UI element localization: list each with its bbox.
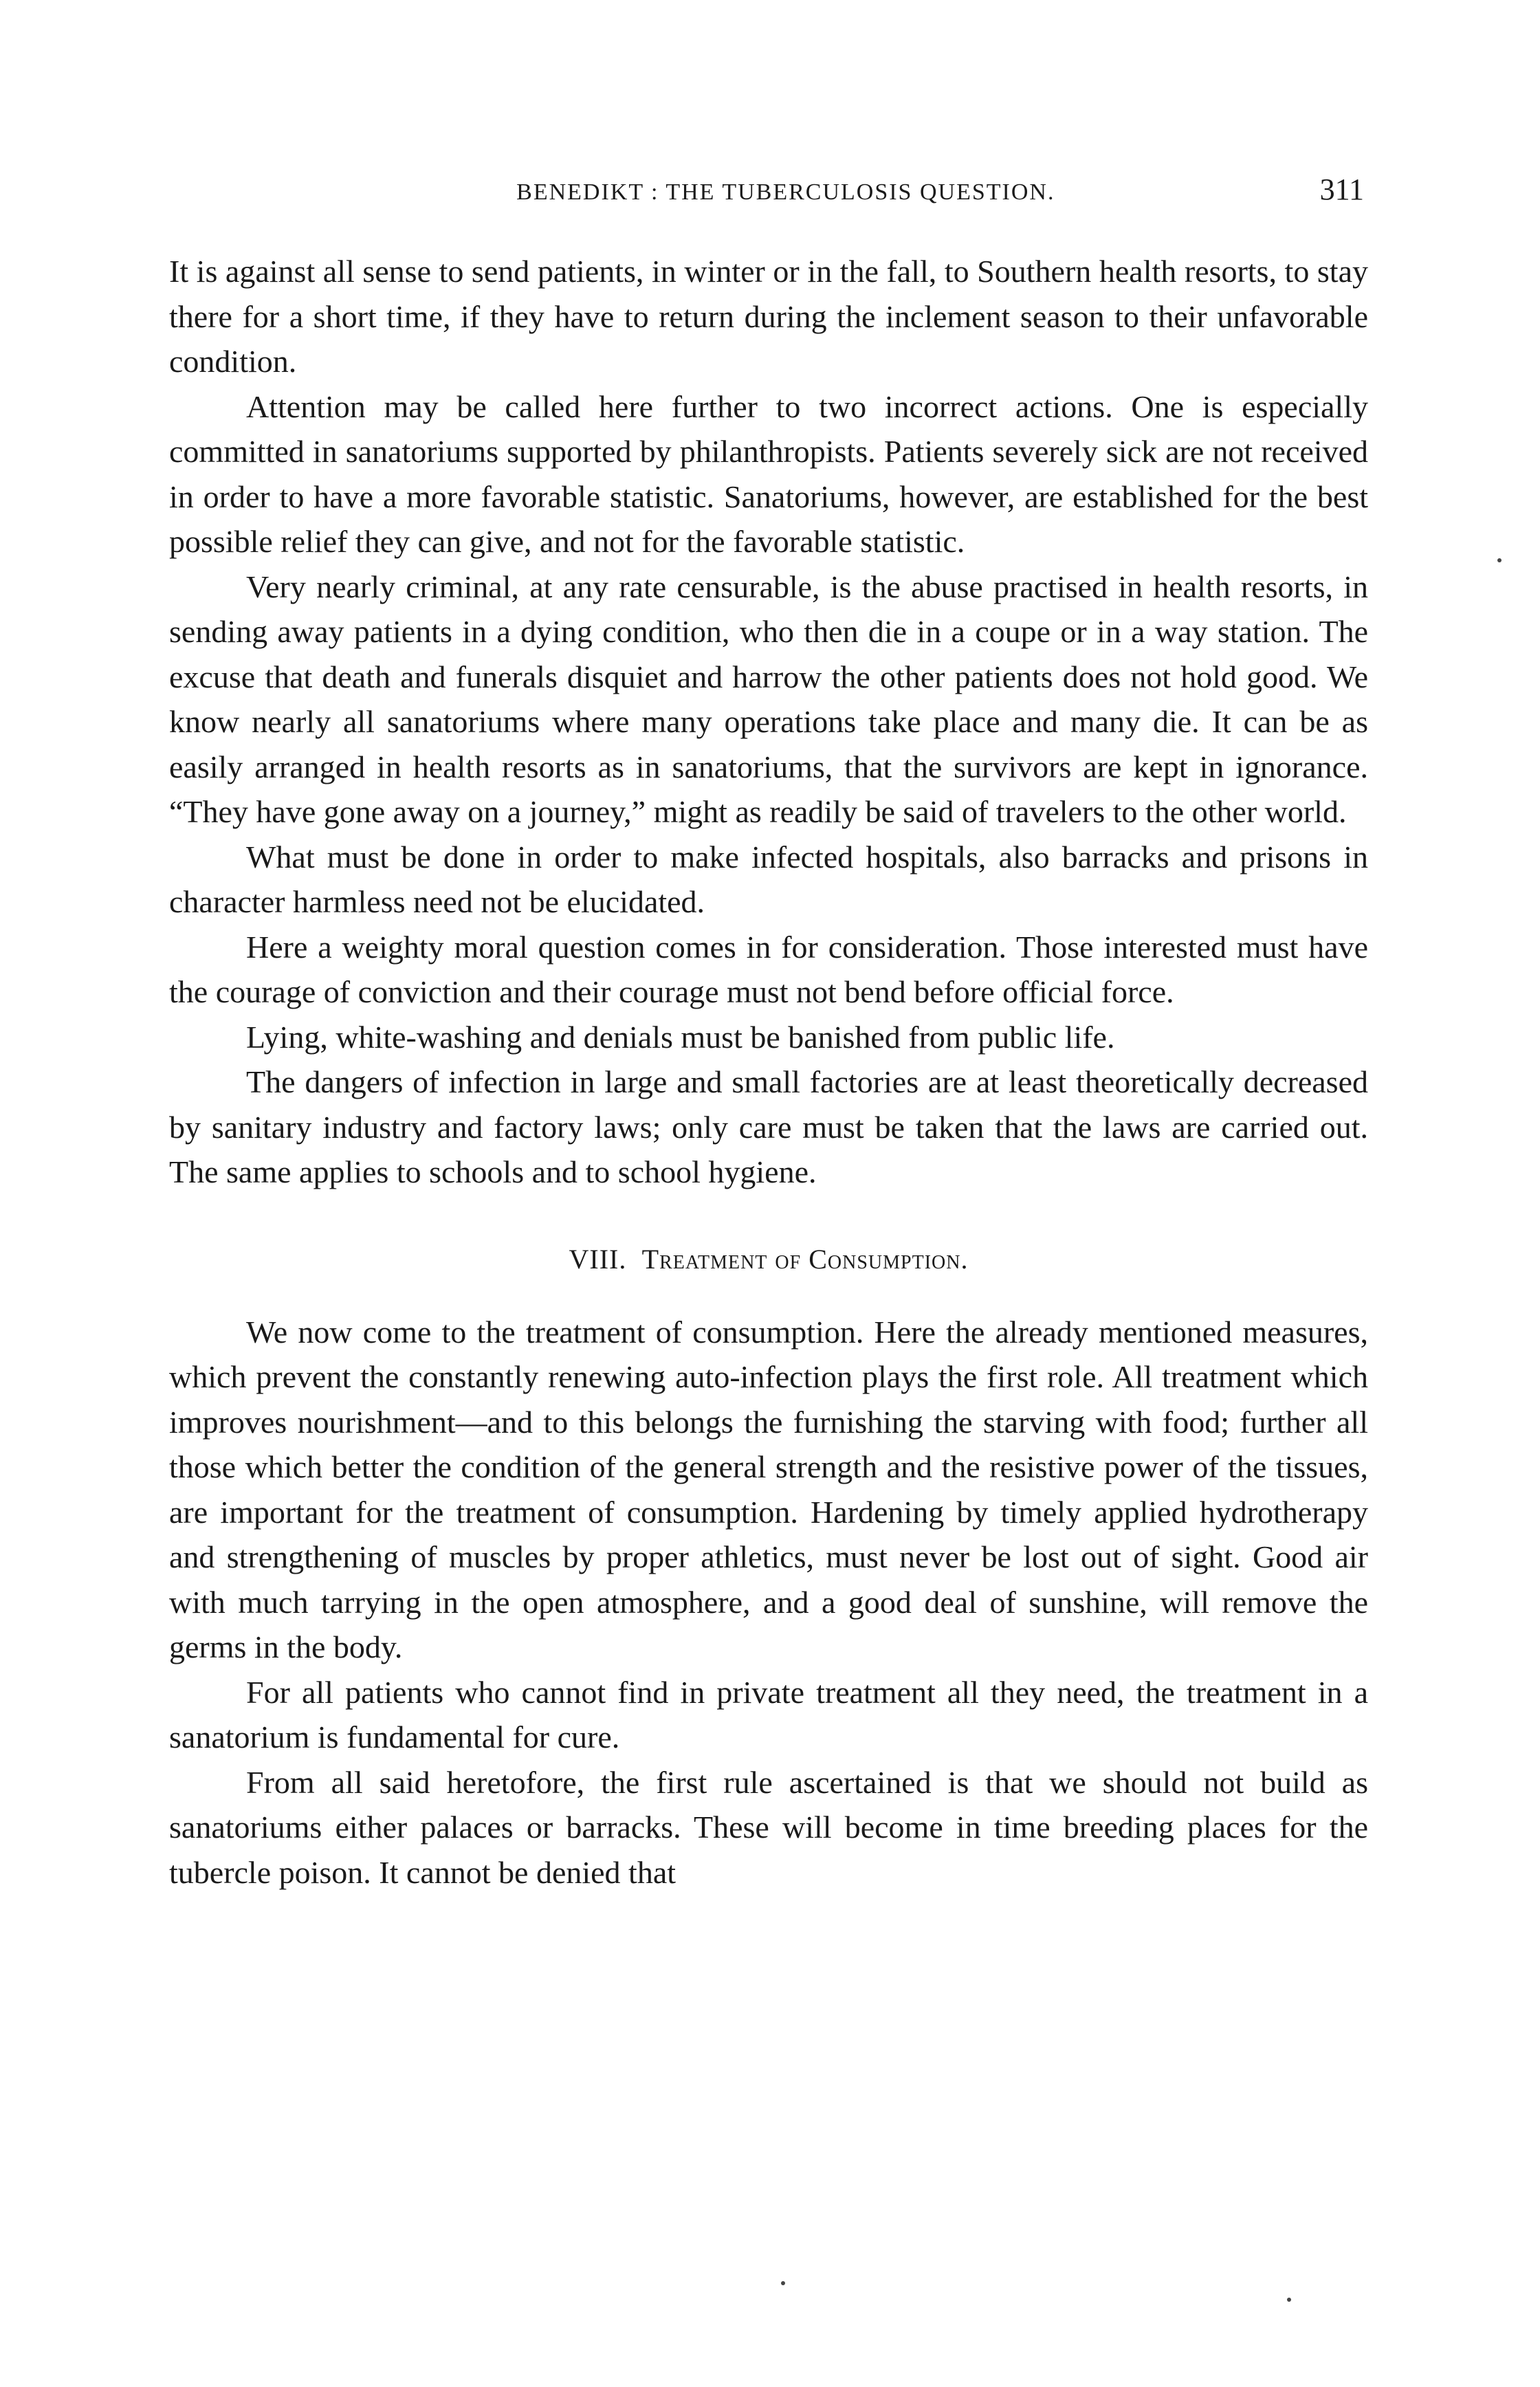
paragraph: Attention may be called here further to two incorrect actions. One is especially committed in sanatoriums supported by philanthropists. Patients severely sick are not received in order to have a more favorable statistic. Sanatoriums, however, are established for the best possible relief they can give, and not for the favorable statistic.: [169, 388, 1368, 559]
section-numeral: VIII.: [569, 1243, 627, 1275]
running-title: BENEDIKT : THE TUBERCULOSIS QUESTION.: [516, 179, 1055, 205]
document-page: [169, 172, 1368, 1895]
paragraph: For all patients who cannot find in private treatment all they need, the treatment in a sanatorium is fundamental for cure.: [169, 1674, 1368, 1754]
paragraph: It is against all sense to send patients, in winter or in the fall, to Southern health resorts, to stay there for a short time, if they have to return during the inclement season to their unfavorable condition.: [169, 254, 1368, 379]
paragraph: What must be done in order to make infected hospitals, also barracks and prisons in character harmless need not be elucidated.: [169, 839, 1368, 919]
paragraph: We now come to the treatment of consumption. Here the already mentioned measures, which prevent the constantly renewing auto-infection plays the first role. All treatment which improves nourishment—and to this belongs the furnishing the starving with food; further all those which better the condition of the general strength and the resistive power of the tissues, are important for the treatment of consumption. Hardening by timely applied hydrotherapy and strengthening of muscles by proper athletics, must never be lost out of sight. Good air with much tarrying in the open atmosphere, and a good deal of sunshine, will remove the germs in the body.: [169, 1314, 1368, 1664]
body-text: [169, 249, 1368, 1895]
paragraph: Here a weighty moral question comes in for consideration. Those interested must have the courage of conviction and their courage must not bend before official force.: [169, 929, 1368, 1009]
section-heading: [169, 1243, 1368, 1275]
paragraph: Very nearly criminal, at any rate censurable, is the abuse practised in health resorts, in sending away patients in a dying condition, who then die in a coupe or in a way station. The excuse that death and funerals disquiet and harrow the other patients does not hold good. We know nearly all sanatoriums where many operations take place and many die. It can be as easily arranged in health resorts as in sanatoriums, that the survivors are kept in ignorance. “They have gone away on a journey,” might as readily be said of travelers to the other world.: [169, 569, 1368, 829]
paragraph: From all said heretofore, the first rule ascertained is that we should not build as sanatoriums either palaces or barracks. These will become in time breeding places for the tubercle poison. It cannot be denied that: [169, 1764, 1368, 1890]
section-title: Treatment of Consumption.: [641, 1243, 969, 1275]
page-number: 311: [1319, 173, 1364, 206]
print-speck: [1287, 2298, 1291, 2302]
paragraph: The dangers of infection in large and small factories are at least theoretically decreased by sanitary industry and factory laws; only care must be taken that the laws are carried out. The same applies to schools and to school hygiene.: [169, 1064, 1368, 1189]
print-speck: [781, 2281, 785, 2285]
running-header: [169, 172, 1368, 216]
print-speck: [1497, 558, 1502, 562]
paragraph: Lying, white-washing and denials must be banished from public life.: [246, 1019, 1115, 1055]
